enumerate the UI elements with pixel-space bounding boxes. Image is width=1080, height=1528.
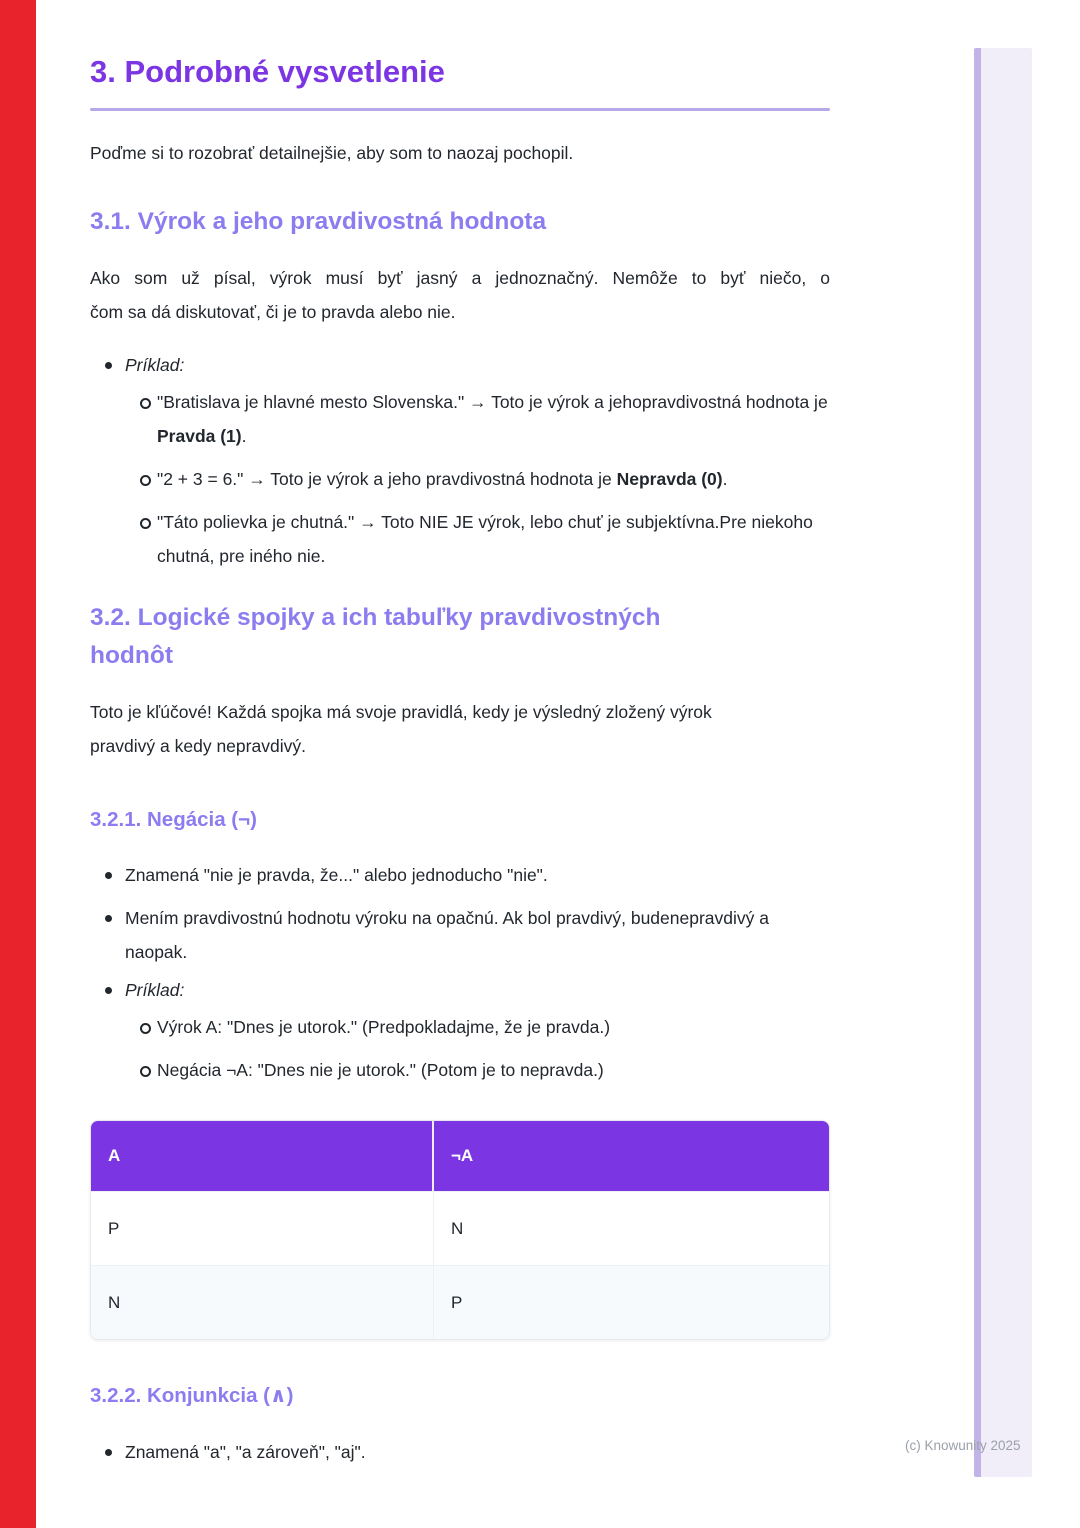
circle-bullet-icon <box>90 462 157 496</box>
heading-line: 3.2. Logické spojky a ich tabuľky pravdivostných <box>90 604 661 631</box>
paragraph-line: pravdivý a kedy nepravdivý. <box>90 736 306 756</box>
example-line: "Bratislava je hlavné mesto Slovenska." → Toto je výrok a jeho <box>157 392 642 412</box>
list-item <box>90 1435 830 1469</box>
section-3-2-paragraph <box>90 695 830 763</box>
list-line: nepravdivý a naopak. <box>125 908 770 962</box>
truth-table <box>90 1120 830 1340</box>
paragraph-line: čom sa dá diskutovať, či je to pravda alebo nie. <box>90 302 456 322</box>
list-item <box>90 858 830 892</box>
bold-text: Pravda (1) <box>157 426 242 446</box>
copyright-watermark: (c) Knowunity 2025 <box>905 1438 1021 1453</box>
circle-bullet-icon <box>90 385 157 453</box>
table-header-cell: A <box>91 1121 434 1191</box>
list-item-text <box>125 901 830 969</box>
bullet-icon <box>90 901 125 969</box>
section-heading-3-1: 3.1. Výrok a jeho pravdivostná hodnota <box>90 208 547 235</box>
example-text <box>157 385 830 453</box>
intro-paragraph: Poďme si to rozobrať detailnejšie, aby som to naozaj pochopil. <box>90 143 574 163</box>
table-cell: P <box>91 1192 434 1265</box>
example-text: Výrok A: "Dnes je utorok." (Predpokladajme, že je pravda.) <box>157 1017 611 1037</box>
conjunction-list <box>90 1435 830 1469</box>
example-label: Príklad: <box>125 980 185 1000</box>
text-segment: "2 + 3 = 6." → Toto je výrok a jeho pravdivostná hodnota je <box>157 469 617 489</box>
example-label: Príklad: <box>125 355 185 375</box>
example-line: Pre niekoho chutná, pre iného nie. <box>157 512 813 566</box>
list-item-text: Znamená "nie je pravda, že..." alebo jednoducho "nie". <box>125 865 548 885</box>
example-list-3-1 <box>90 353 830 573</box>
section-heading-3-2-2: 3.2.2. Konjunkcia (∧) <box>90 1384 294 1407</box>
list-item <box>90 901 830 969</box>
table-cell: N <box>91 1266 434 1339</box>
table-row <box>91 1265 829 1339</box>
example-text <box>157 462 830 496</box>
text-segment: . <box>722 469 728 489</box>
sub-list-item <box>90 505 830 573</box>
sub-list-item <box>90 462 830 496</box>
example-line: "Táto polievka je chutná." → Toto NIE JE výrok, lebo chuť je subjektívna. <box>157 512 720 532</box>
negation-list <box>90 858 830 1087</box>
bullet-icon <box>90 858 125 892</box>
circle-bullet-icon <box>90 505 157 573</box>
table-cell: N <box>451 1218 464 1238</box>
table-row <box>91 1191 829 1265</box>
sub-list-item <box>90 1053 830 1087</box>
truth-table-header <box>91 1121 829 1191</box>
paragraph-line: Ako som už písal, výrok musí byť jasný a jednoznačný. Nemôže to byť niečo, o <box>90 268 830 288</box>
example-text: Negácia ¬A: "Dnes nie je utorok." (Potom je to nepravda.) <box>157 1060 604 1080</box>
circle-bullet-icon <box>90 1010 157 1044</box>
title-underline <box>90 108 830 111</box>
text-segment: . <box>241 426 247 446</box>
list-item-text: Znamená "a", "a zároveň", "aj". <box>125 1442 366 1462</box>
table-header-cell: ¬A <box>451 1146 474 1165</box>
bold-text: Nepravda (0) <box>616 469 723 489</box>
right-margin-panel <box>974 48 1032 1477</box>
paragraph-line: Toto je kľúčové! Každá spojka má svoje pravidlá, kedy je výsledný zložený výrok <box>90 702 712 722</box>
sub-list-item <box>90 385 830 453</box>
list-item <box>90 353 830 377</box>
heading-line: hodnôt <box>90 642 173 669</box>
page-title: 3. Podrobné vysvetlenie <box>90 54 445 89</box>
bullet-icon <box>90 978 125 1002</box>
list-line: Mením pravdivostnú hodnotu výroku na opačnú. Ak bol pravdivý, bude <box>125 908 670 928</box>
section-3-1-paragraph <box>90 261 830 329</box>
example-text <box>157 505 830 573</box>
sub-list-item <box>90 1010 830 1044</box>
circle-bullet-icon <box>90 1053 157 1087</box>
list-item <box>90 978 830 1002</box>
left-accent-bar <box>0 0 36 1528</box>
section-heading-3-2-1: 3.2.1. Negácia (¬) <box>90 808 257 831</box>
bullet-icon <box>90 1435 125 1469</box>
document-content <box>90 0 830 1469</box>
section-heading-3-2 <box>90 599 830 675</box>
bullet-icon <box>90 353 125 377</box>
table-cell: P <box>451 1292 463 1312</box>
text-segment: pravdivostná hodnota je <box>641 392 828 412</box>
